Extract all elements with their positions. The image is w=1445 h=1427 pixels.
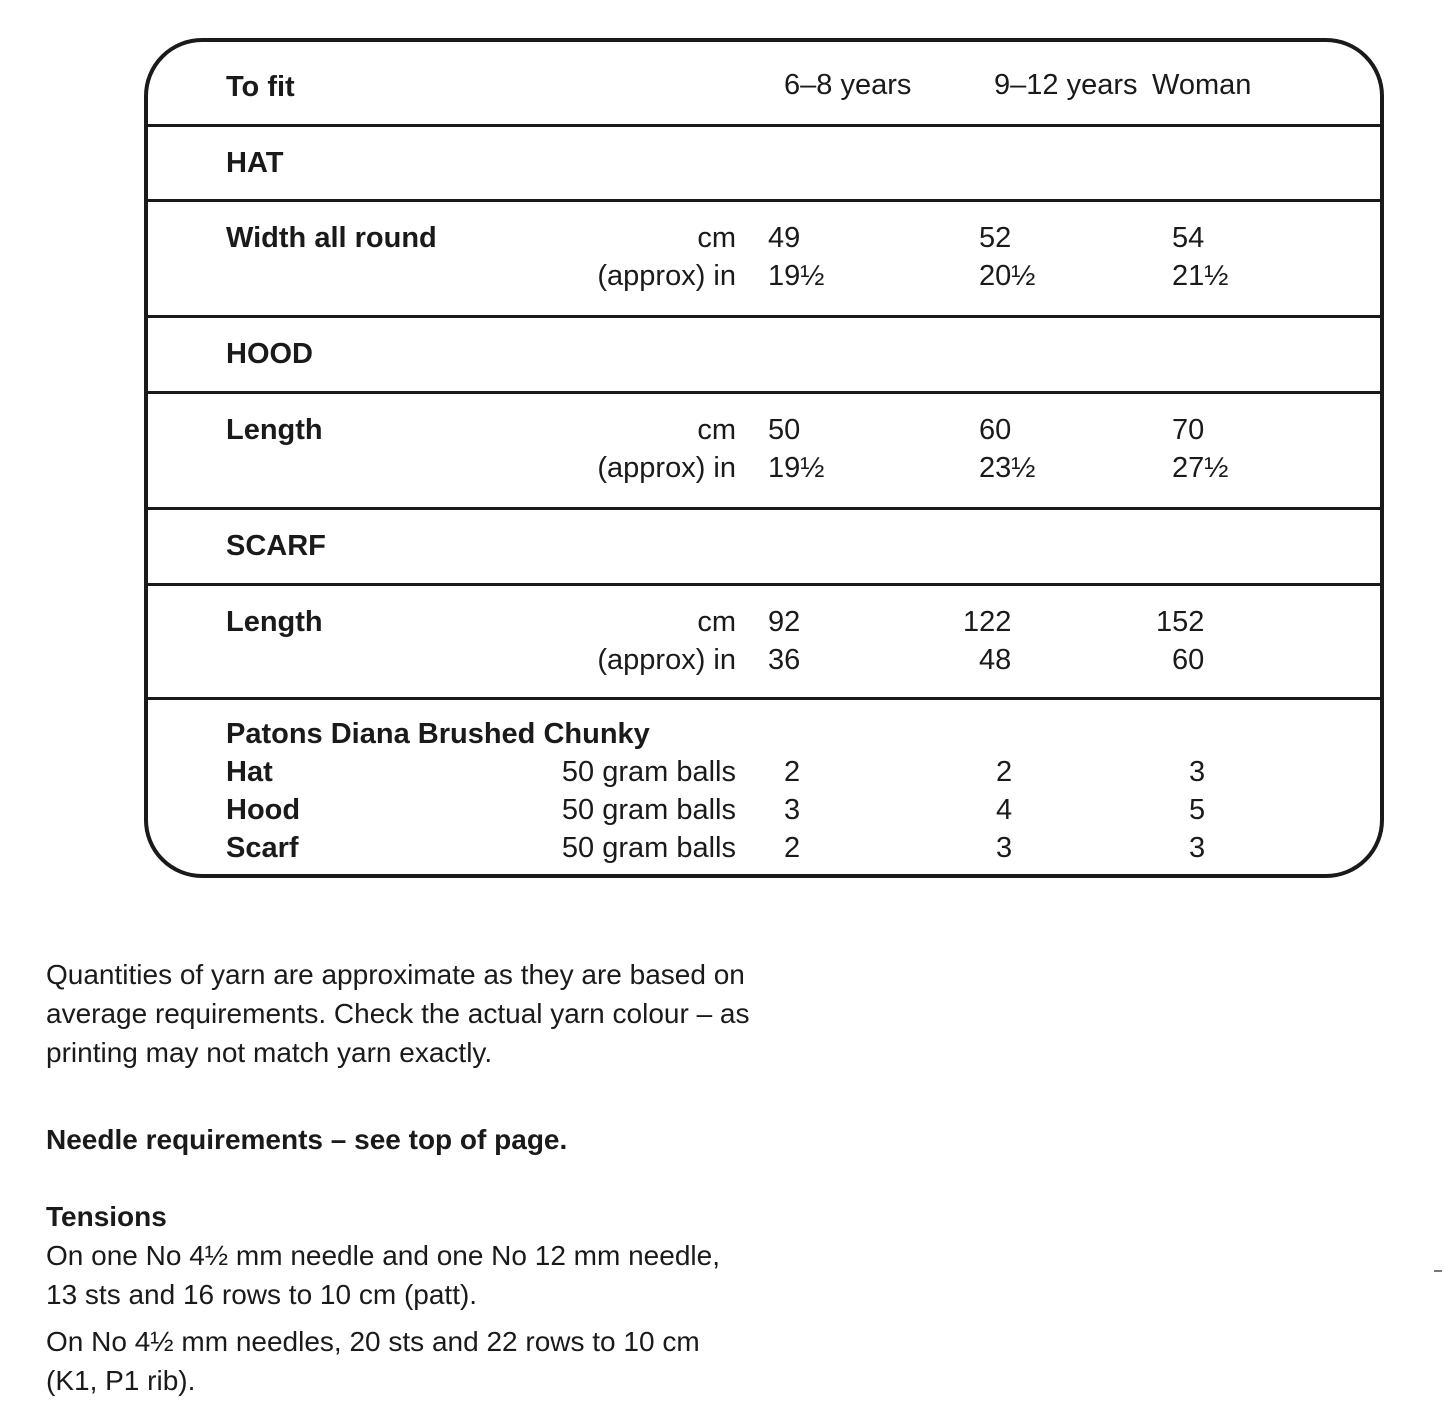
scarf-cm-9-12: 122 <box>963 606 1012 638</box>
hat-cm-6-8: 49 <box>768 222 801 254</box>
yarn-hood-label: Hood <box>226 794 301 826</box>
scarf-in-9-12: 48 <box>979 644 1012 676</box>
hood-length-label: Length <box>226 414 323 446</box>
hood-in-9-12: 23½ <box>979 452 1036 484</box>
yarn-hat-unit: 50 gram balls <box>561 756 736 788</box>
tensions-heading: Tensions <box>46 1201 167 1232</box>
scarf-in-6-8: 36 <box>768 644 801 676</box>
size-table <box>144 38 1384 878</box>
hood-section-heading: HOOD <box>226 338 313 370</box>
row-divider <box>148 583 1380 586</box>
yarn-hat-woman: 3 <box>1189 756 1206 788</box>
row-divider <box>148 391 1380 394</box>
yarn-hood-9-12: 4 <box>996 794 1013 826</box>
yarn-hood-6-8: 3 <box>784 794 801 826</box>
hood-cm-6-8: 50 <box>768 414 801 446</box>
edge-mark <box>1434 1270 1442 1272</box>
yarn-hat-6-8: 2 <box>784 756 801 788</box>
scarf-in-unit: (approx) in <box>597 644 736 676</box>
scarf-in-woman: 60 <box>1172 644 1205 676</box>
hood-in-6-8: 19½ <box>768 452 825 484</box>
yarn-hood-unit: 50 gram balls <box>561 794 736 826</box>
hat-in-6-8: 19½ <box>768 260 825 292</box>
scarf-cm-6-8: 92 <box>768 606 801 638</box>
hood-in-woman: 27½ <box>1172 452 1229 484</box>
yarn-hat-9-12: 2 <box>996 756 1013 788</box>
row-divider <box>148 199 1380 202</box>
hat-cm-woman: 54 <box>1172 222 1205 254</box>
yarn-hood-woman: 5 <box>1189 794 1206 826</box>
yarn-scarf-unit: 50 gram balls <box>561 832 736 864</box>
size-6-8-years: 6–8 years <box>784 69 912 101</box>
yarn-scarf-label: Scarf <box>226 832 299 864</box>
hat-cm-unit: cm <box>697 222 736 254</box>
size-woman: Woman <box>1152 69 1252 101</box>
hat-in-9-12: 20½ <box>979 260 1036 292</box>
tension-line-1: On one No 4½ mm needle and one No 12 mm needle, 13 sts and 16 rows to 10 cm (patt). <box>46 1240 720 1310</box>
yarn-hat-label: Hat <box>226 756 273 788</box>
hat-section-heading: HAT <box>226 147 284 179</box>
hood-cm-woman: 70 <box>1172 414 1205 446</box>
row-divider <box>148 507 1380 510</box>
hood-cm-9-12: 60 <box>979 414 1012 446</box>
hat-in-unit: (approx) in <box>597 260 736 292</box>
scarf-length-label: Length <box>226 606 323 638</box>
needle-requirements-note: Needle requirements – see top of page. <box>46 1124 568 1155</box>
scarf-cm-unit: cm <box>697 606 736 638</box>
hat-in-woman: 21½ <box>1172 260 1229 292</box>
tension-line-2: On No 4½ mm needles, 20 sts and 22 rows to 10 cm (K1, P1 rib). <box>46 1326 700 1396</box>
to-fit-label: To fit <box>226 71 295 103</box>
yarn-scarf-9-12: 3 <box>996 832 1013 864</box>
size-9-12-years: 9–12 years <box>994 69 1138 101</box>
hat-cm-9-12: 52 <box>979 222 1012 254</box>
yarn-title: Patons Diana Brushed Chunky <box>226 718 650 750</box>
quantities-note: Quantities of yarn are approximate as they are based on average requirements. Check the actual yarn colour – as printing may not match yarn exactly. <box>46 959 750 1068</box>
hood-in-unit: (approx) in <box>597 452 736 484</box>
scarf-section-heading: SCARF <box>226 530 326 562</box>
scarf-cm-woman: 152 <box>1156 606 1205 638</box>
yarn-scarf-woman: 3 <box>1189 832 1206 864</box>
row-divider <box>148 315 1380 318</box>
hood-cm-unit: cm <box>697 414 736 446</box>
row-divider <box>148 124 1380 127</box>
yarn-scarf-6-8: 2 <box>784 832 801 864</box>
row-divider <box>148 697 1380 700</box>
hat-width-label: Width all round <box>226 222 437 254</box>
